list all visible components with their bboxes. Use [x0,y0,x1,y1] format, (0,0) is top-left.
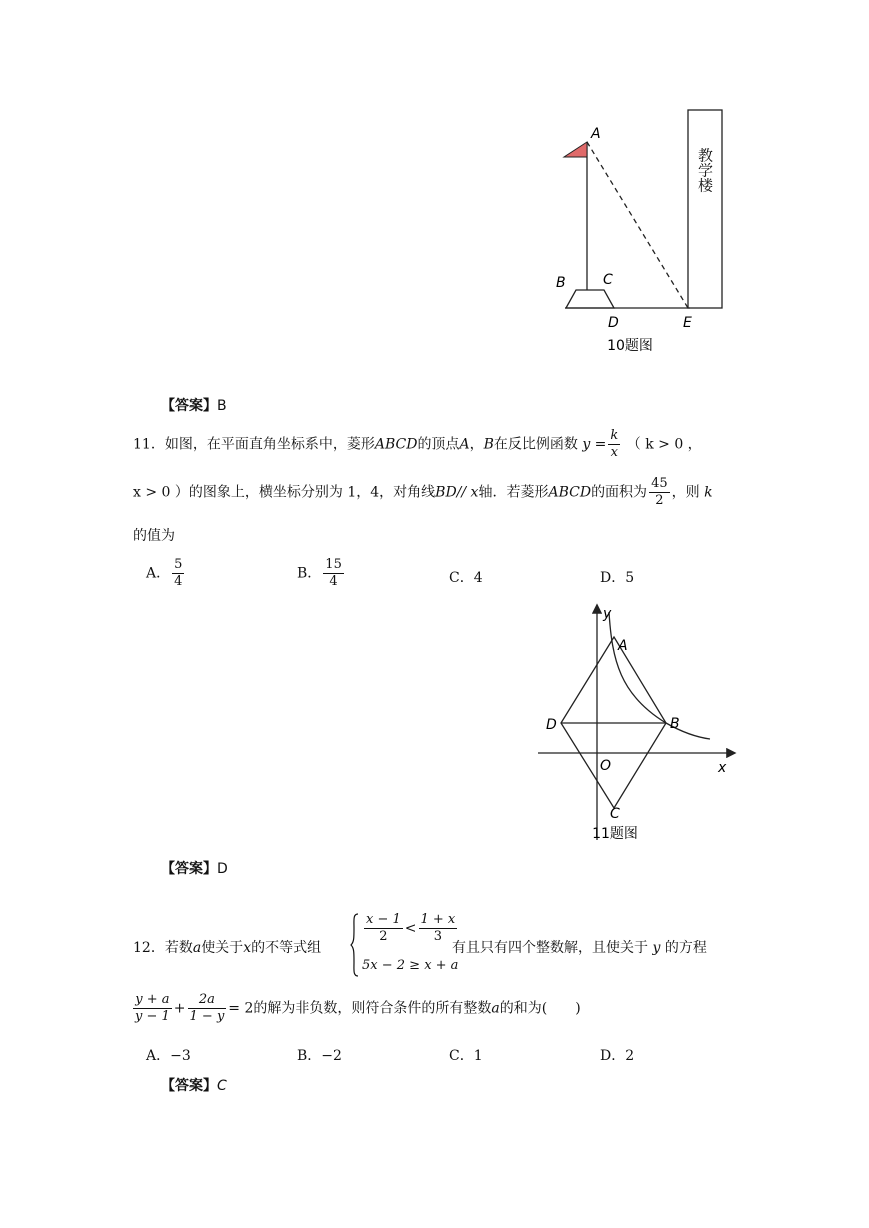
figure-10-caption: 10题图 [607,338,653,354]
q12-a: a [491,1000,500,1017]
q11-comma: ， [469,436,484,453]
q11-bd: BD [435,484,457,501]
answer-value: D [217,861,228,877]
q11-b: B [483,436,494,453]
q12-text: 有且只有四个整数解，且使关于 [452,940,648,956]
q11-option-a: A． $\frac{5}{4}$ [146,557,183,589]
q12-line1b [452,937,707,957]
q12-text: 的不等式组 [251,940,322,956]
label-D: D [608,315,619,331]
q12-y: y [652,940,661,956]
q12-text: 的和为( ) [499,1000,581,1017]
hyperbola-curve [609,612,710,739]
figure-10 [540,100,740,360]
option-fraction: $\frac{5}{4}$ [174,557,183,589]
label-E: E [683,315,692,331]
answer-value: B [217,398,227,414]
answer-10 [161,395,227,415]
q11-y-eq: y = [582,436,607,453]
q12-x: x [243,940,252,956]
flag [564,142,587,157]
q11-area-fraction: $\frac{45}{2}$ [651,476,668,508]
q11-cond1: （ k > 0 ， [626,436,702,453]
answer-value: C [217,1078,227,1094]
q12-text: 使关于 [201,940,244,956]
q12-option-d: D．2 [600,1048,635,1064]
q12-line1 [133,937,321,957]
q12-line2: $\frac{y + a}{y - 1}$ + $\frac{2a}{1 - y}$ = 2的解为非负数，则符合条件的所有整数a的和为( ) [135,992,581,1024]
q11-text: 的面积为 [591,484,648,501]
q11-parallel: // x [456,484,479,501]
q11-option-c: C．4 [449,570,483,586]
q11-k-over-x: $\frac{k}{x}$ [610,428,619,460]
q11-text: 在反比例函数 [493,436,578,453]
q11-abcd: ABCD [548,484,592,501]
q11-text: 的图象上，横坐标分别为 1，4，对角线 [188,484,436,501]
label-x: x [718,760,727,776]
figure-11-caption: 11题图 [592,826,638,842]
q11-text: 轴．若菱形 [478,484,549,501]
q12-text: 若数 [164,940,193,956]
label-B: B [670,716,680,732]
answer-tag: 【答案】 [161,1078,217,1094]
answer-tag: 【答案】 [161,398,217,414]
q12-rhs: = 2 [228,1000,254,1017]
q11-cond2: x > 0 ） [133,484,189,501]
label-A: A [618,638,628,654]
q12-text: 的方程 [664,940,707,956]
label-y: y [603,606,612,622]
figure-11 [530,600,750,850]
label-O: O [600,758,612,774]
q12-text: 的解为非负数，则符合条件的所有整数 [253,1000,492,1017]
q11-number: 11． [133,436,165,453]
left-brace [350,912,360,978]
inequality-2: 5x − 2 ≥ x + a [362,958,459,973]
q12-number: 12． [133,940,165,956]
q12-a: a [192,940,202,956]
q11-line2 [133,476,713,509]
q11-line1 [133,428,702,461]
q11-text: 如图，在平面直角坐标系中，菱形 [164,436,375,453]
q11-text: ，则 [671,484,700,501]
q12-option-a: A．−3 [146,1048,191,1064]
building [688,110,722,308]
q11-text: 的值为 [133,528,175,544]
option-fraction: $\frac{15}{4}$ [325,557,342,589]
q11-k: k [704,484,713,501]
inequality-1: $\frac{x - 1}{2}$ < $\frac{1 + x}{3}$ [366,912,456,944]
q12-option-b: B．−2 [297,1048,342,1064]
label-C: C [610,806,620,822]
q12-fraction-1: $\frac{y + a}{y - 1}$ [135,992,170,1024]
answer-12 [161,1075,227,1095]
q11-a: A [459,436,470,453]
answer-tag: 【答案】 [161,861,217,877]
answer-11 [161,858,228,878]
q11-line3 [133,525,175,545]
label-D: D [546,717,557,733]
q11-abcd: ABCD [374,436,418,453]
label-A: A [591,126,601,142]
q11-text: 的顶点 [417,436,460,453]
label-B: B [556,275,566,291]
inequality-system [350,912,459,978]
q12-option-c: C．1 [449,1048,483,1064]
q12-fraction-2: $\frac{2a}{1 - y}$ [189,992,225,1024]
label-C: C [603,272,613,288]
q11-option-b: B． $\frac{15}{4}$ [297,557,342,589]
pole-base [566,290,614,308]
building-label: 教学楼 [696,147,714,193]
q11-option-d: D．5 [600,570,635,586]
